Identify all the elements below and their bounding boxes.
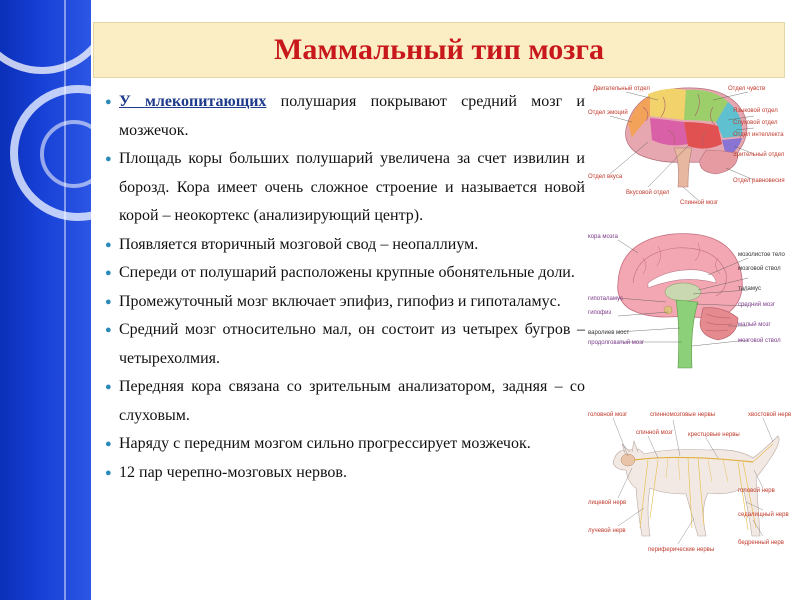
lateral-label: Слуховой отдел <box>733 120 778 126</box>
bullet-item <box>105 288 585 317</box>
bullet-item <box>105 145 585 231</box>
sagittal-label: гипофиз <box>588 310 612 316</box>
cat-label: крестцовые нервы <box>688 432 740 438</box>
bullet-text: Промежуточный мозг включает эпифиз, гипофиз и гипоталамус. <box>119 292 561 310</box>
sagittal-label: малый мозг <box>738 322 771 328</box>
lateral-label: Отдел равновесия <box>733 178 785 184</box>
cat-label: лицевой нерв <box>588 500 627 506</box>
sagittal-label: таламус <box>738 286 761 292</box>
lateral-label: Вкусовой отдел <box>626 190 670 196</box>
brain-sagittal-illustration <box>588 228 793 373</box>
bullet-text: 12 пар черепно-мозговых нервов. <box>119 463 347 481</box>
bullet-item <box>105 430 585 459</box>
lateral-label: Двигательный отдел <box>593 86 650 92</box>
title-banner <box>93 22 785 78</box>
bullet-icon: ● <box>105 438 112 450</box>
cat-label: головой нерв <box>738 488 775 494</box>
left-decorative-band <box>0 0 91 600</box>
sagittal-label: кора мозга <box>588 234 618 240</box>
sagittal-label: гипоталамус <box>588 296 623 302</box>
bullet-icon: ● <box>105 295 112 308</box>
bullet-icon: ● <box>105 267 112 279</box>
cat-label: седалищный нерв <box>738 512 789 518</box>
bullet-icon: ● <box>105 96 112 108</box>
cat-label: головной мозг <box>588 412 628 418</box>
cat-label: спинной мозг <box>636 430 673 436</box>
bullet-item <box>105 88 585 145</box>
bullet-icon: ● <box>105 153 112 165</box>
sagittal-label: продолговатый мозг <box>588 340 645 346</box>
sagittal-label: средний мозг <box>738 302 776 308</box>
decorative-ring <box>0 0 91 74</box>
bullet-text: Площадь коры больших полушарий увеличена за счет извилин и борозд. Кора имеет очень сложное строение и называется новой корой – неокортекс (анализирующий центр). <box>119 150 585 224</box>
cat-nervous-system-illustration <box>588 408 793 553</box>
bullet-icon: ● <box>105 381 112 393</box>
bullet-text: полушария покрывают средний мозг и мозжечок. <box>119 93 585 139</box>
bullet-text: Наряду с передним мозгом сильно прогрессирует мозжечок. <box>119 435 531 452</box>
bullet-item <box>105 459 585 488</box>
cat-label: спинномозговые нервы <box>650 412 716 418</box>
bullet-item <box>105 231 585 260</box>
bullet-text: Спереди от полушарий расположены крупные обонятельные доли. <box>119 264 575 281</box>
cat-label: лучевой нерв <box>588 528 626 534</box>
bullet-item <box>105 373 585 430</box>
bullet-text: Появляется вторичный мозговой свод – неопаллиум. <box>119 235 479 253</box>
bullet-text: Средний мозг относительно мал, он состоит из четырех бугров – четырехолмия. <box>119 321 585 367</box>
sagittal-label: мозолистое тело <box>738 252 785 258</box>
bullet-item <box>105 259 585 288</box>
lateral-label: Отдел вкуса <box>588 174 623 180</box>
bullet-icon: ● <box>105 324 112 336</box>
cat-label: бедренный нерв <box>738 540 784 546</box>
bullet-list <box>105 88 585 487</box>
sagittal-label: варолиев мост <box>588 330 630 336</box>
sagittal-label: мозговой ствол <box>738 338 781 344</box>
lateral-label: Спинной мозг <box>680 200 719 206</box>
highlight-text: У млекопитающих <box>119 93 267 110</box>
lateral-label: Зрительный отдел <box>733 152 785 158</box>
lateral-label: Отдел чувств <box>728 86 766 92</box>
lateral-label: Языковой отдел <box>733 108 778 114</box>
lateral-label: Отдел интеллекта <box>733 132 784 138</box>
bullet-text: Передняя кора связана со зрительным анализатором, задняя – со слуховым. <box>119 378 585 424</box>
page-title: Маммальный тип мозга <box>274 33 604 66</box>
cat-label: периферические нервы <box>648 547 715 553</box>
decorative-line <box>64 0 66 600</box>
sagittal-label: мозговой ствол <box>738 266 781 272</box>
cat-label: хвостовой нерв <box>748 412 792 418</box>
bullet-icon: ● <box>105 238 112 251</box>
lateral-label: Отдел эмоций <box>588 110 628 116</box>
brain-lateral-illustration <box>588 82 793 207</box>
bullet-item <box>105 316 585 373</box>
bullet-icon: ● <box>105 466 112 479</box>
